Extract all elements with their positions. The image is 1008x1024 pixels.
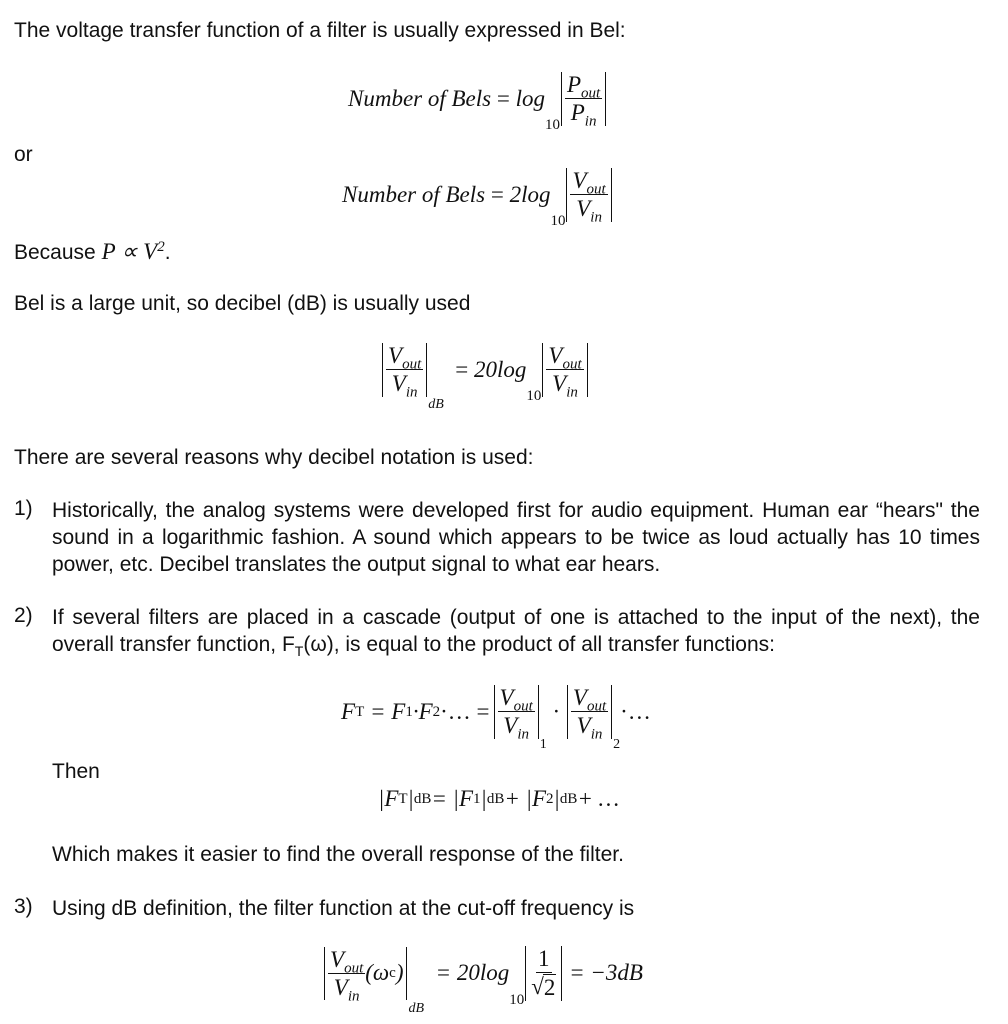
- because-line: Because $P \propto V^2$.: [14, 239, 171, 264]
- eq1-abs: $\frac{P_{out}}{P_{in}}$: [561, 72, 606, 126]
- equation-bels-voltage: Number of Bels = 2log 10 $\frac{V_{out}}{V_{in}}$: [342, 168, 613, 222]
- easier-text: Which makes it easier to find the overall response of the filter.: [52, 843, 624, 866]
- equation-cascade-product: F T = F 1 ·F 2 ·… = $\frac{V_{out}}{V_{in}}$ 1 · $\frac{V_{out}}{V_{in}}$ 2 ·…: [341, 685, 651, 752]
- eq1-fn: log: [515, 85, 545, 111]
- then-text: Then: [52, 760, 100, 783]
- equation-decibel: $\frac{V_{out}}{V_{in}}$ dB = 20log 10 $\frac{V_{out}}{V_{in}}$: [381, 343, 589, 397]
- eq1-lhs: Number of Bels: [348, 85, 492, 111]
- bel-large-paragraph: Bel is a large unit, so decibel (dB) is usually used: [14, 292, 471, 315]
- equation-bels-power: Number of Bels = log 10 $\frac{P_{out}}{P_{in}}$: [348, 72, 607, 126]
- eq1-base: 10: [544, 116, 560, 133]
- list-item-1: 1) Historically, the analog systems were developed first for audio equipment. Human ear “hears" the sound in a logarithmic fashion. A sound which appears to be twice as loud actually has 10 times power, etc. Decibel translates the output signal to what ear hears.: [14, 497, 980, 576]
- equation-db-sum: |F T | dB = |F 1 | dB + |F 2 | dB + …: [378, 786, 620, 811]
- intro-paragraph: The voltage transfer function of a filter is usually expressed in Bel:: [14, 19, 626, 42]
- reasons-intro: There are several reasons why decibel notation is used:: [14, 446, 534, 469]
- or-text: or: [14, 143, 33, 166]
- equation-cutoff: $\frac{V_{out}}{V_{in}}$ (ω c ) dB = 20log 10 1 √ 2 = −3dB: [323, 946, 643, 1001]
- list-item-3: 3) Using dB definition, the filter function at the cut-off frequency is: [14, 895, 635, 920]
- list-item-2: 2) If several filters are placed in a cascade (output of one is attached to the input of the next), the overall transfer function, $F_T(\omega)$, is equal to the product of all transfer functions:: [14, 604, 980, 660]
